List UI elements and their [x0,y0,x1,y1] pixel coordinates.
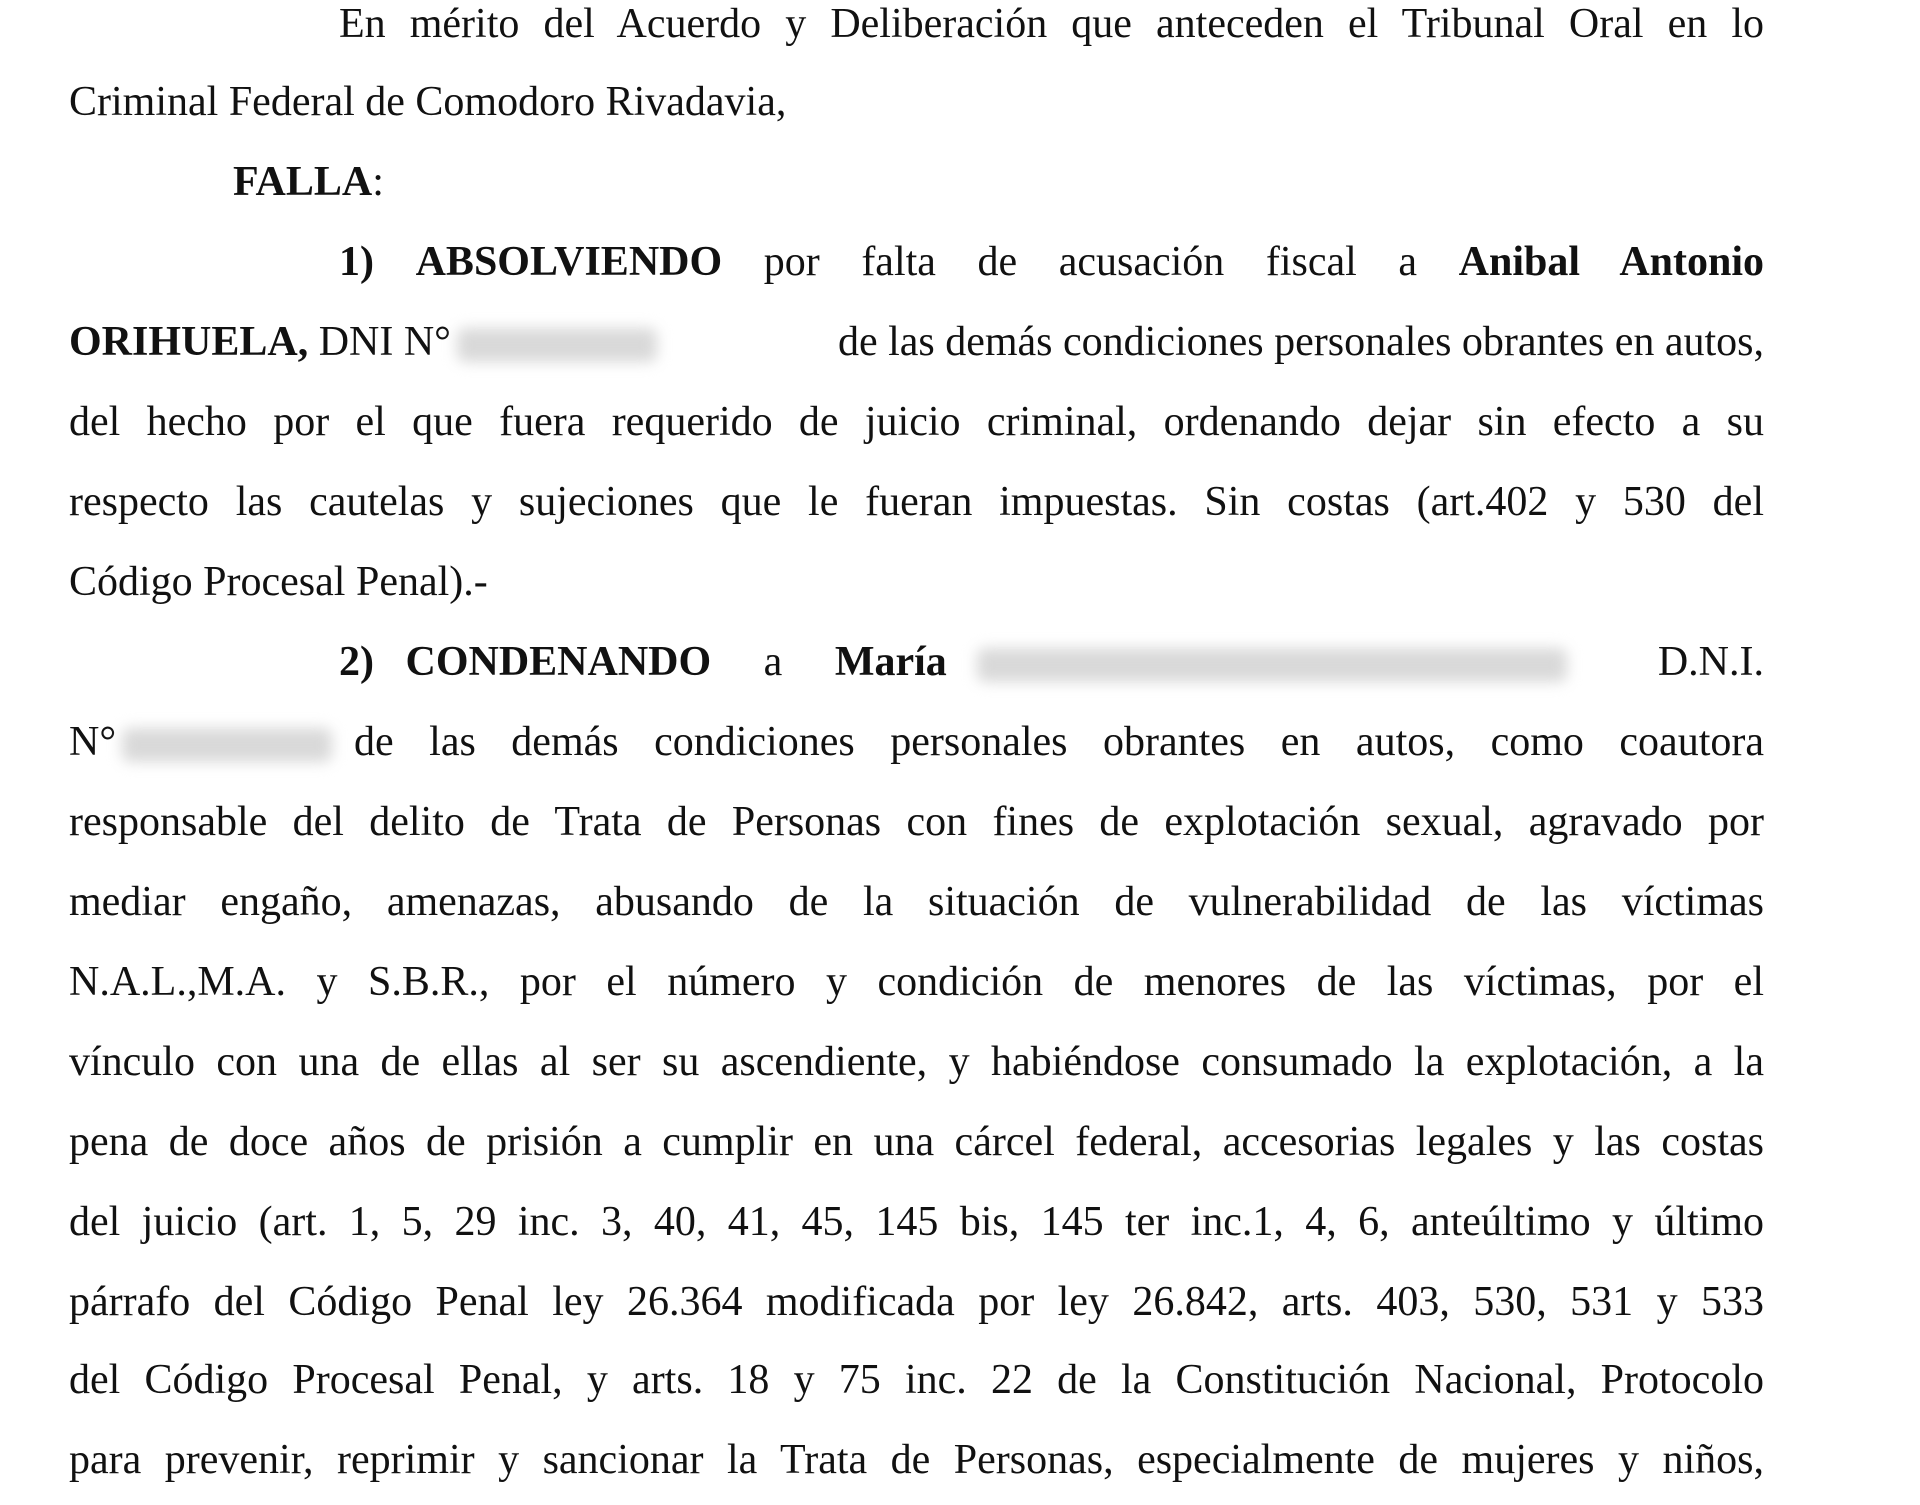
dni-number-label: N° [69,719,117,765]
item-text: de las demás condiciones personales obrantes en autos, como coautora [354,719,1764,765]
item-2-line-7 [69,1112,1764,1172]
text-line-content: responsable del delito de Trata de Personas con fines de explotación sexual, agravado por [69,799,1764,845]
falla-heading [69,152,1764,212]
item-2-line-8 [69,1192,1764,1252]
text-line [69,0,1764,54]
item-1-line-4 [69,472,1764,532]
item-1-line-5 [69,552,1764,612]
item-2-line-5 [69,952,1764,1012]
dni-label: D.N.I. [1657,639,1764,685]
redacted-dni [457,328,657,362]
redacted-dni [122,728,332,762]
item-2-line-4 [69,872,1764,932]
text-line-content: vínculo con una de ellas al ser su ascendiente, y habiéndose consumado la explotación, a la [69,1039,1764,1085]
text-line-content: En mérito del Acuerdo y Deliberación que anteceden el Tribunal Oral en lo [339,1,1764,47]
item-1-line-2 [69,312,1764,372]
person-name: Anibal Antonio [1458,239,1765,285]
item-text: de las demás condiciones personales obrantes en autos, [837,319,1764,365]
item-2-line-11 [69,1430,1764,1490]
item-2-line-6 [69,1032,1764,1092]
item-2-line-10 [69,1350,1764,1410]
text-line-content: párrafo del Código Penal ley 26.364 modificada por ley 26.842, arts. 403, 530, 531 y 533 [69,1279,1764,1325]
item-text: a [763,639,783,685]
item-2-line-3 [69,792,1764,852]
text-line-content: mediar engaño, amenazas, abusando de la situación de vulnerabilidad de las víctimas [69,879,1764,925]
text-line-content: del juicio (art. 1, 5, 29 inc. 3, 40, 41, 45, 145 bis, 145 ter inc.1, 4, 6, anteúltimo y último [69,1199,1764,1245]
item-verb: CONDENANDO [405,639,712,685]
item-number: 1) [339,239,374,285]
item-2-line-1 [69,632,1764,692]
text-line-content: Criminal Federal de Comodoro Rivadavia, [69,79,787,125]
text-line-content: N.A.L.,M.A. y S.B.R., por el número y condición de menores de las víctimas, por el [69,959,1764,1005]
text-line-content: del Código Procesal Penal, y arts. 18 y 75 inc. 22 de la Constitución Nacional, Protocolo [69,1357,1764,1403]
text-line-content: para prevenir, reprimir y sancionar la Trata de Personas, especialmente de mujeres y niños, [69,1437,1764,1483]
text-line-content: pena de doce años de prisión a cumplir en una cárcel federal, accesorias legales y las costas [69,1119,1764,1165]
item-number: 2) [339,639,374,685]
person-surname: ORIHUELA, [69,319,309,365]
item-2-line-9 [69,1272,1764,1332]
item-2-line-2 [69,712,1764,772]
item-1-line-3 [69,392,1764,452]
falla-label: FALLA [233,159,373,205]
redacted-name [977,648,1567,682]
item-1-line-1 [69,232,1764,292]
falla-colon: : [372,159,384,205]
text-line-content: Código Procesal Penal).- [69,559,488,605]
item-text: por falta de acusación fiscal a [763,239,1418,285]
text-line [69,72,1764,132]
person-name: María [834,639,947,685]
item-verb: ABSOLVIENDO [415,239,723,285]
text-line-content: del hecho por el que fuera requerido de juicio criminal, ordenando dejar sin efecto a su [69,399,1764,445]
dni-label: DNI N° [318,319,451,365]
text-line-content: respecto las cautelas y sujeciones que le fueran impuestas. Sin costas (art.402 y 530 del [69,479,1764,525]
